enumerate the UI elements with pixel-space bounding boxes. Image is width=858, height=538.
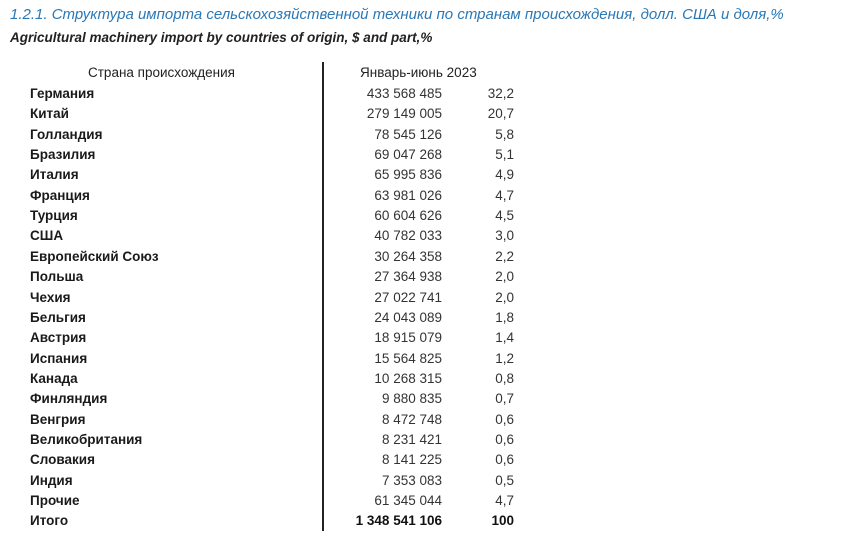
share-cell: 1,8 bbox=[495, 309, 514, 325]
table-row bbox=[0, 450, 858, 470]
share-cell: 0,8 bbox=[495, 370, 514, 386]
table-row bbox=[0, 491, 858, 511]
country-cell: Итого bbox=[30, 513, 69, 529]
table-row bbox=[0, 247, 858, 267]
country-cell: Европейский Союз bbox=[30, 248, 159, 264]
share-cell: 4,7 bbox=[495, 187, 514, 203]
table-row bbox=[0, 410, 858, 430]
share-cell: 3,0 bbox=[495, 228, 514, 244]
value-cell: 7 353 083 bbox=[381, 472, 442, 488]
value-cell: 69 047 268 bbox=[374, 147, 442, 163]
country-cell: Прочие bbox=[30, 493, 80, 508]
table-row bbox=[0, 145, 858, 165]
country-cell: Бельгия bbox=[30, 309, 86, 325]
country-cell: Италия bbox=[30, 167, 79, 183]
table-row bbox=[0, 165, 858, 185]
table-row bbox=[0, 84, 858, 104]
table-row bbox=[0, 267, 858, 287]
table-row bbox=[0, 349, 858, 369]
table-row bbox=[0, 104, 858, 124]
share-cell: 4,5 bbox=[495, 208, 514, 224]
share-cell: 0,6 bbox=[495, 452, 514, 468]
share-cell: 4,7 bbox=[495, 493, 514, 508]
share-cell: 32,2 bbox=[487, 86, 514, 101]
share-cell: 0,6 bbox=[495, 431, 514, 447]
header-country: Страна происхождения bbox=[88, 65, 235, 80]
share-cell: 1,2 bbox=[495, 350, 514, 366]
table-row bbox=[0, 288, 858, 308]
table-row bbox=[0, 125, 858, 145]
country-cell: Испания bbox=[30, 350, 88, 366]
value-cell: 8 231 421 bbox=[381, 431, 442, 447]
country-cell: Германия bbox=[30, 86, 95, 101]
table-row bbox=[0, 430, 858, 450]
title-russian: 1.2.1. Структура импорта сельскохозяйственной техники по странам происхождения, долл. США и доля,% bbox=[10, 6, 784, 23]
value-cell: 78 545 126 bbox=[374, 126, 442, 142]
share-cell: 0,6 bbox=[495, 411, 514, 427]
title-english: Agricultural machinery import by countries of origin, $ and part,% bbox=[10, 30, 433, 45]
table-row bbox=[0, 328, 858, 348]
share-cell: 2,2 bbox=[495, 248, 514, 264]
table-row bbox=[0, 369, 858, 389]
value-cell: 8 141 225 bbox=[381, 452, 442, 468]
value-cell: 60 604 626 bbox=[374, 208, 442, 224]
country-cell: Бразилия bbox=[30, 147, 96, 163]
value-cell: 10 268 315 bbox=[374, 370, 442, 386]
share-cell: 0,5 bbox=[495, 472, 514, 488]
country-cell: Великобритания bbox=[30, 431, 143, 447]
table-row bbox=[0, 308, 858, 328]
country-cell: Финляндия bbox=[30, 391, 108, 407]
share-cell: 1,4 bbox=[495, 330, 514, 346]
value-cell: 279 149 005 bbox=[366, 106, 442, 122]
table-row bbox=[0, 389, 858, 409]
share-cell: 100 bbox=[491, 513, 514, 529]
value-cell: 30 264 358 bbox=[374, 248, 442, 264]
country-cell: Голландия bbox=[30, 126, 103, 142]
value-cell: 18 915 079 bbox=[374, 330, 442, 346]
value-cell: 65 995 836 bbox=[374, 167, 442, 183]
value-cell: 8 472 748 bbox=[381, 411, 442, 427]
country-cell: Франция bbox=[30, 187, 90, 203]
country-cell: Австрия bbox=[30, 330, 87, 346]
country-cell: Канада bbox=[30, 370, 78, 386]
header-period: Январь-июнь 2023 bbox=[360, 65, 477, 80]
table-row bbox=[0, 186, 858, 206]
total-row bbox=[0, 511, 858, 531]
share-cell: 5,1 bbox=[495, 147, 514, 163]
value-cell: 24 043 089 bbox=[374, 309, 442, 325]
value-cell: 40 782 033 bbox=[374, 228, 442, 244]
value-cell: 433 568 485 bbox=[366, 86, 442, 101]
value-cell: 63 981 026 bbox=[374, 187, 442, 203]
country-cell: Словакия bbox=[30, 452, 95, 468]
country-cell: Венгрия bbox=[30, 411, 86, 427]
value-cell: 27 364 938 bbox=[374, 269, 442, 285]
share-cell: 0,7 bbox=[495, 391, 514, 407]
country-cell: Турция bbox=[30, 208, 78, 224]
country-cell: США bbox=[30, 228, 64, 244]
share-cell: 5,8 bbox=[495, 126, 514, 142]
share-cell: 20,7 bbox=[487, 106, 514, 122]
table-row bbox=[0, 206, 858, 226]
value-cell: 1 348 541 106 bbox=[355, 513, 442, 529]
table-row bbox=[0, 471, 858, 491]
table-row bbox=[0, 226, 858, 246]
value-cell: 9 880 835 bbox=[381, 391, 442, 407]
country-cell: Индия bbox=[30, 472, 73, 488]
country-cell: Польша bbox=[30, 269, 84, 285]
value-cell: 27 022 741 bbox=[374, 289, 442, 305]
value-cell: 15 564 825 bbox=[374, 350, 442, 366]
country-cell: Чехия bbox=[30, 289, 71, 305]
country-cell: Китай bbox=[30, 106, 69, 122]
share-cell: 2,0 bbox=[495, 269, 514, 285]
value-cell: 61 345 044 bbox=[374, 493, 442, 508]
share-cell: 4,9 bbox=[495, 167, 514, 183]
share-cell: 2,0 bbox=[495, 289, 514, 305]
